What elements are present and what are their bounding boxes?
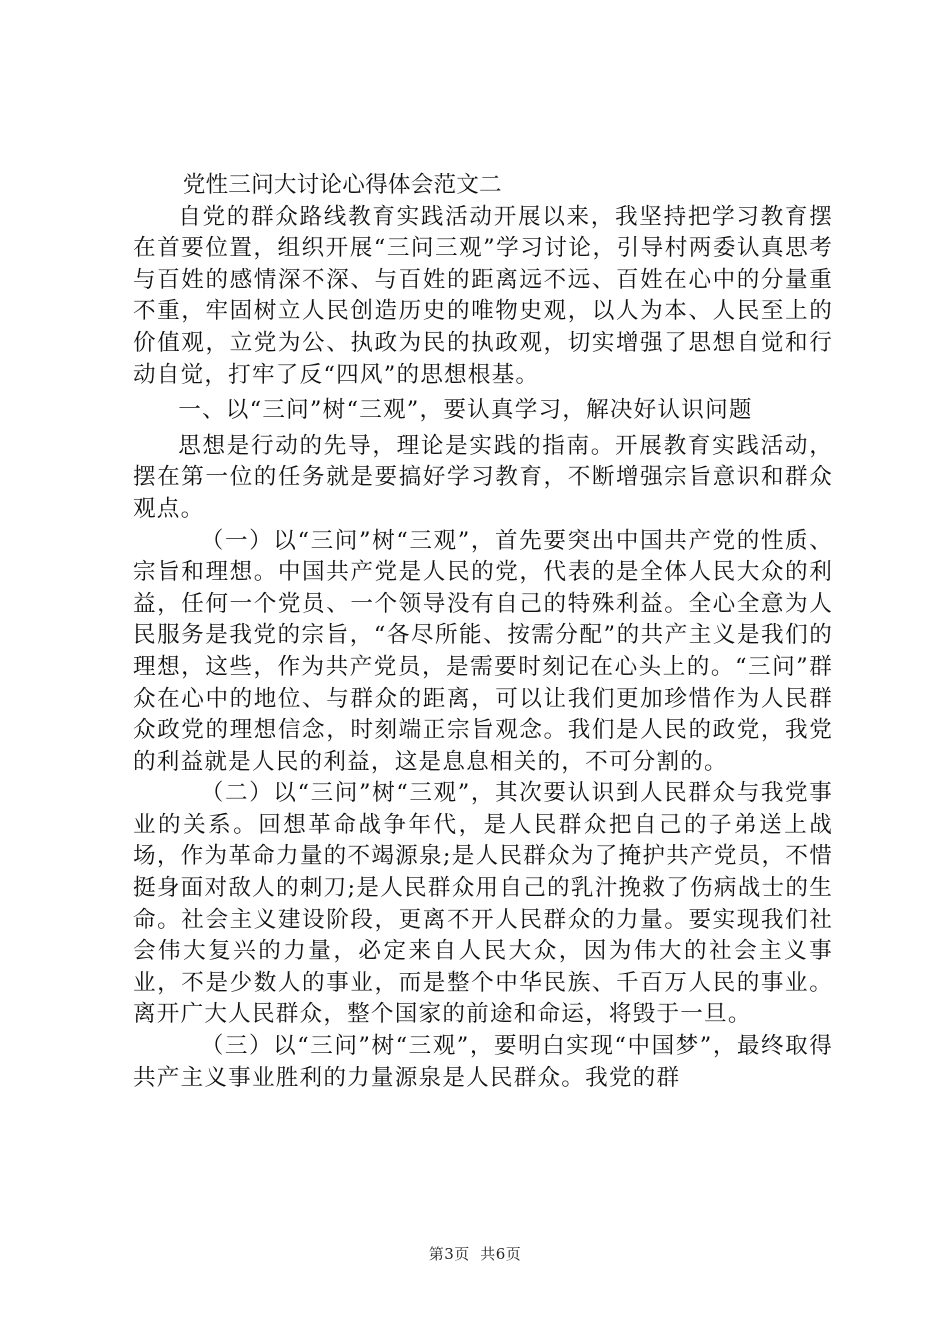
section-heading-1: 一、以“三问”树“三观”，要认真学习，解决好认识问题	[178, 397, 753, 424]
paragraph-intro: 自党的群众路线教育实践活动开展以来，我坚持把学习教育摆在首要位置，组织开展“三问三观”学习讨论，引导村两委认真思考与百姓的感情深不深、与百姓的距离远不远、百姓在心中的分量重不重，牢固树立人民创造历史的唯物史观，以人为本、人民至上的价值观，立党为公、执政为民的执政观，切实增强了思想自觉和行动自觉，打牢了反“四风”的思想根基。	[133, 203, 833, 388]
paragraph-point-1: （一）以“三问”树“三观”，首先要突出中国共产党的性质、宗旨和理想。中国共产党是人民的党，代表的是全体人民大众的利益，任何一个党员、一个领导没有自己的特殊利益。全心全意为人民服务是我党的宗旨，“各尽所能、按需分配”的共产主义是我们的理想，这些，作为共产党员，是需要时刻记在心头上的。“三问”群众在心中的地位、与群众的距离，可以让我们更加珍惜作为人民群众政党的理想信念，时刻端正宗旨观念。我们是人民的政党，我党的利益就是人民的利益，这是息息相关的，不可分割的。	[133, 527, 833, 775]
page-footer	[0, 1244, 950, 1264]
paragraph-point-2: （二）以“三问”树“三观”，其次要认识到人民群众与我党事业的关系。回想革命战争年代，是人民群众把自己的子弟送上战场，作为革命力量的不竭源泉;是人民群众为了掩护共产党员，不惜挺身面对敌人的刺刀;是人民群众用自己的乳汁挽救了伤病战士的生命。社会主义建设阶段，更离不开人民群众的力量。要实现我们社会伟大复兴的力量，必定来自人民大众，因为伟大的社会主义事业，不是少数人的事业，而是整个中华民族、千百万人民的事业。离开广大人民群众，整个国家的前途和命运，将毁于一旦。	[133, 780, 833, 1028]
paragraph-point-3: （三）以“三问”树“三观”，要明白实现“中国梦”，最终取得共产主义事业胜利的力量源泉是人民群众。我党的群	[133, 1033, 833, 1091]
document-title: 党性三问大讨论心得体会范文二	[182, 172, 502, 198]
document-body	[133, 170, 833, 1094]
paragraph-section-1: 思想是行动的先导，理论是实践的指南。开展教育实践活动，摆在第一位的任务就是要搞好学习教育，不断增强宗旨意识和群众观点。	[133, 432, 833, 522]
page-number-label: 第3页 共6页	[428, 1245, 522, 1263]
